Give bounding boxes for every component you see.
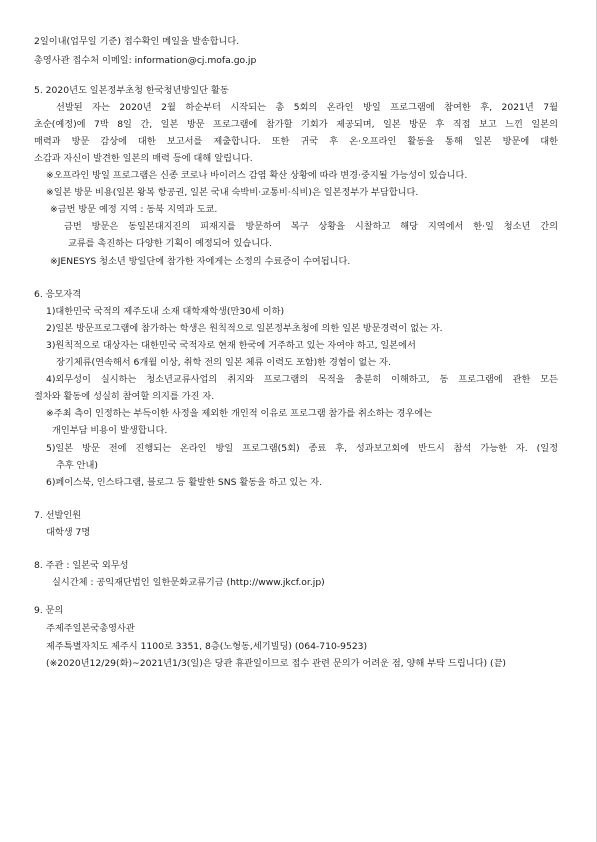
section-9-org: 주제주일본국총영사관 [46,623,135,634]
section-5-note: ※오프라인 방일 프로그램은 신종 코로나 바이러스 감염 확산 상황에 따라 변경·중지될 가능성이 있습니다. [46,170,468,181]
intro-email-line: 총영사관 접수처 이메일: information@cj.mofa.go.jp [34,55,257,66]
section-5-note: ※금번 방문 예정 지역 : 동북 지역과 도쿄. [50,204,218,215]
section-6-item: 1)대한민국 국적의 제주도내 소재 대학재학생(만30세 이하) [46,306,285,317]
section-8-value: 실시간체 : 공익재단법인 일한문화교류기금 (http://www.jkcf.or.jp) [52,577,325,588]
section-7-heading: 7. 선발인원 [34,510,82,521]
section-5-paragraph-line: 소감과 자신이 발견한 일본의 매력 등에 대해 알립니다. [34,153,253,164]
section-5-paragraph-line: 매력과 방문 감상에 대한 보고서를 제출합니다. 또한 귀국 후 온·오프라인 활동을 통해 일본 방문에 대한 [34,136,558,147]
section-5-note: ※JENESYS 청소년 방일단에 참가한 자에게는 소정의 수료증이 수여됩니다. [50,256,351,267]
section-5-paragraph-line: 선발된 자는 2020년 2월 하순부터 시작되는 총 5회의 온라인 방일 프로그램에 참여한 후, 2021년 7월 [56,102,558,113]
section-6-item: 2)일본 방문프로그램에 참가하는 학생은 원칙적으로 일본정부초청에 의한 일본 방문경력이 없는 자. [46,323,443,334]
section-5-note-detail: 금번 방문은 동일본대지진의 피재지를 방문하여 복구 상황을 시찰하고 해당 지역에서 한·일 청소년 간의 [64,221,558,232]
section-5-note-detail: 교류를 촉진하는 다양한 기획이 예정되어 있습니다. [68,238,272,249]
section-6-item: 장기체류(연속해서 6개월 이상, 취학 전의 일본 체류 이력도 포함)한 경험이 없는 자. [56,357,391,368]
section-6-item: 절차와 활동에 성실히 참여할 의지를 가진 자. [34,391,215,402]
section-7-value: 대학생 7명 [46,527,91,538]
section-6-note: ※주최 측이 인정하는 부득이한 사정을 제외한 개인적 이유로 프로그램 참가를 취소하는 경우에는 [46,408,432,419]
section-6-note: 개인부담 비용이 발생합니다. [52,425,168,436]
section-5-heading: 5. 2020년도 일본정부초청 한국청년방일단 활동 [34,85,229,96]
section-5-note: ※일본 방문 비용(일본 왕복 항공권, 일본 국내 숙박비·교통비·식비)은 일본정부가 부담합니다. [46,187,419,198]
section-5-paragraph-line: 초순(예정)에 7박 8일 간, 일본 방문 프로그램에 참가할 기회가 제공되며, 일본 방문 후 직접 보고 느낀 일본의 [34,119,558,130]
section-6-item: 4)외무성이 실시하는 청소년교류사업의 취지와 프로그램의 목적을 충분히 이해하고, 동 프로그램에 관한 모든 [46,374,558,385]
section-6-item: 5)일본 방문 전에 진행되는 온라인 방일 프로그램(5회) 종료 후, 성과보고회에 반드시 참석 가능한 자. (일정 [46,443,558,454]
section-6-item: 3)원칙적으로 대상자는 대한민국 국적자로 현재 한국에 거주하고 있는 자여야 하고, 일본에서 [46,340,416,351]
section-9-address: 제주특별자치도 제주시 1100로 3351, 8층(노형동,세기빌딩) (064-710-9523) [46,641,368,652]
intro-line-1: 2일이내(업무일 기준) 접수확인 메일을 발송합니다. [34,36,240,47]
section-6-item: 추후 안내) [56,460,99,471]
section-6-heading: 6. 응모자격 [34,289,82,300]
section-9-notice: (※2020년12/29(화)~2021년1/3(일)은 당관 휴관일이므로 접수 관련 문의가 어려운 점, 양해 부탁 드립니다) (끝) [46,658,507,669]
section-6-item: 6)페이스북, 인스타그램, 블로그 등 활발한 SNS 활동을 하고 있는 자. [46,477,323,488]
section-9-heading: 9. 문의 [34,605,64,616]
section-8-heading: 8. 주관 : 일본국 외무성 [34,560,129,571]
